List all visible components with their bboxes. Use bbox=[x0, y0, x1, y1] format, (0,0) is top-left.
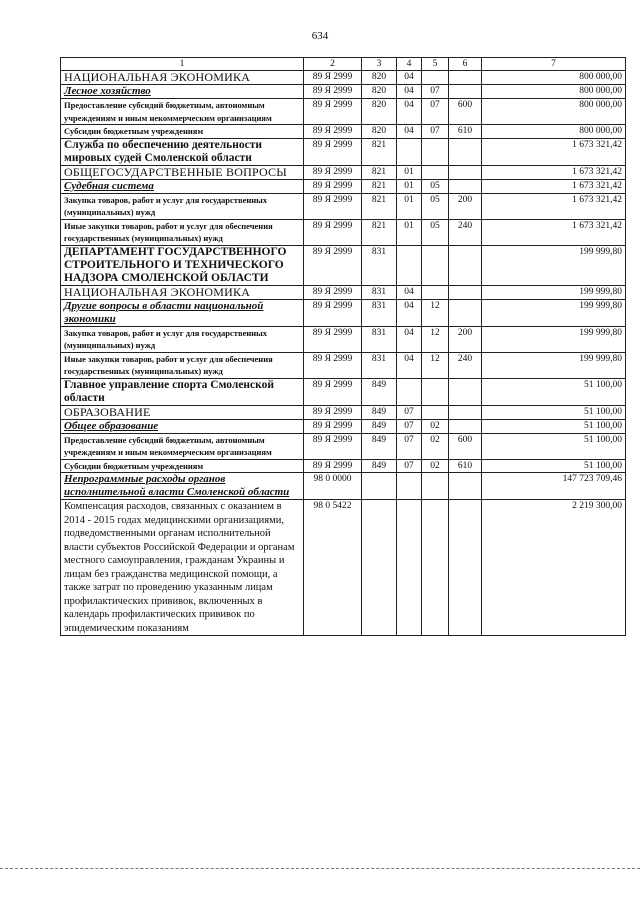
cell-name: Иные закупки товаров, работ и услуг для обеспечения государственных (муниципальных) нужд bbox=[61, 352, 304, 378]
header-col-7: 7 bbox=[482, 58, 626, 71]
cell-subsection-code: 07 bbox=[422, 85, 449, 99]
cell-expense-type bbox=[449, 85, 482, 99]
cell-amount: 2 219 300,00 bbox=[482, 500, 626, 636]
cell-section-code: 04 bbox=[397, 71, 422, 85]
budget-table bbox=[60, 57, 626, 636]
cell-section-code: 04 bbox=[397, 99, 422, 125]
cell-name: Иные закупки товаров, работ и услуг для обеспечения государственных (муниципальных) нужд bbox=[61, 219, 304, 245]
cell-amount: 199 999,80 bbox=[482, 326, 626, 352]
cell-name: Лесное хозяйство bbox=[61, 85, 304, 99]
cell-target-article: 89 Я 2999 bbox=[304, 433, 362, 459]
cell-expense-type bbox=[449, 378, 482, 405]
cell-expense-type: 240 bbox=[449, 352, 482, 378]
cell-ministry-code bbox=[362, 473, 397, 500]
cell-target-article: 89 Я 2999 bbox=[304, 193, 362, 219]
table-row bbox=[61, 125, 626, 139]
table-row bbox=[61, 165, 626, 179]
cell-subsection-code: 12 bbox=[422, 299, 449, 326]
table-row bbox=[61, 138, 626, 165]
cell-target-article: 89 Я 2999 bbox=[304, 299, 362, 326]
cell-amount: 51 100,00 bbox=[482, 459, 626, 473]
table-row bbox=[61, 193, 626, 219]
page-number: 634 bbox=[311, 30, 329, 42]
cell-expense-type bbox=[449, 419, 482, 433]
cell-name: ОБЩЕГОСУДАРСТВЕННЫЕ ВОПРОСЫ bbox=[61, 165, 304, 179]
cell-name: Закупка товаров, работ и услуг для государственных (муниципальных) нужд bbox=[61, 193, 304, 219]
cell-section-code bbox=[397, 138, 422, 165]
cell-expense-type: 240 bbox=[449, 219, 482, 245]
cell-name: Субсидии бюджетным учреждениям bbox=[61, 459, 304, 473]
table-row bbox=[61, 285, 626, 299]
cell-section-code: 01 bbox=[397, 193, 422, 219]
cell-target-article: 89 Я 2999 bbox=[304, 326, 362, 352]
cell-target-article: 89 Я 2999 bbox=[304, 138, 362, 165]
cell-name: Другие вопросы в области национальной экономики bbox=[61, 299, 304, 326]
cell-subsection-code: 02 bbox=[422, 419, 449, 433]
cell-amount: 1 673 321,42 bbox=[482, 193, 626, 219]
cell-target-article: 89 Я 2999 bbox=[304, 71, 362, 85]
cell-section-code: 07 bbox=[397, 405, 422, 419]
table-row bbox=[61, 433, 626, 459]
cell-ministry-code: 820 bbox=[362, 85, 397, 99]
cell-amount: 51 100,00 bbox=[482, 433, 626, 459]
cell-section-code: 04 bbox=[397, 352, 422, 378]
cell-ministry-code: 821 bbox=[362, 193, 397, 219]
table-row bbox=[61, 179, 626, 193]
cell-target-article: 89 Я 2999 bbox=[304, 459, 362, 473]
cell-amount: 1 673 321,42 bbox=[482, 138, 626, 165]
cell-amount: 51 100,00 bbox=[482, 419, 626, 433]
cell-name: НАЦИОНАЛЬНАЯ ЭКОНОМИКА bbox=[61, 71, 304, 85]
cell-subsection-code bbox=[422, 473, 449, 500]
header-col-6: 6 bbox=[449, 58, 482, 71]
cell-section-code: 07 bbox=[397, 459, 422, 473]
header-row bbox=[61, 58, 626, 71]
cell-subsection-code: 05 bbox=[422, 193, 449, 219]
cell-subsection-code bbox=[422, 71, 449, 85]
cell-amount: 51 100,00 bbox=[482, 378, 626, 405]
cell-target-article: 89 Я 2999 bbox=[304, 419, 362, 433]
cell-section-code bbox=[397, 378, 422, 405]
cell-section-code: 01 bbox=[397, 165, 422, 179]
bottom-rule bbox=[0, 868, 640, 869]
cell-target-article: 89 Я 2999 bbox=[304, 245, 362, 285]
cell-ministry-code: 821 bbox=[362, 179, 397, 193]
cell-ministry-code: 849 bbox=[362, 405, 397, 419]
cell-expense-type bbox=[449, 71, 482, 85]
cell-section-code: 07 bbox=[397, 419, 422, 433]
cell-section-code: 07 bbox=[397, 433, 422, 459]
header-col-1: 1 bbox=[61, 58, 304, 71]
cell-section-code: 04 bbox=[397, 285, 422, 299]
cell-amount: 1 673 321,42 bbox=[482, 179, 626, 193]
cell-subsection-code: 05 bbox=[422, 219, 449, 245]
cell-ministry-code: 821 bbox=[362, 219, 397, 245]
table-row bbox=[61, 405, 626, 419]
table-row bbox=[61, 500, 626, 636]
cell-ministry-code: 831 bbox=[362, 326, 397, 352]
cell-ministry-code: 831 bbox=[362, 285, 397, 299]
header-col-3: 3 bbox=[362, 58, 397, 71]
table-row bbox=[61, 85, 626, 99]
cell-amount: 199 999,80 bbox=[482, 245, 626, 285]
cell-amount: 800 000,00 bbox=[482, 71, 626, 85]
cell-expense-type: 600 bbox=[449, 433, 482, 459]
cell-name: Компенсация расходов, связанных с оказанием в 2014 - 2015 годах медицинскими организациями, подведомственными органам исполнительной власти субъектов Российской Федерации и органам местного самоуправления, гражданам Украины и лицам без гражданства медицинской помощи, а также затрат по проведению указанным лицам профилактических прививок, включенных в календарь профилактических прививок по эпидемическим показаниям bbox=[61, 500, 304, 636]
cell-section-code bbox=[397, 473, 422, 500]
cell-ministry-code: 849 bbox=[362, 433, 397, 459]
cell-section-code bbox=[397, 500, 422, 636]
table-row bbox=[61, 299, 626, 326]
cell-target-article: 89 Я 2999 bbox=[304, 219, 362, 245]
cell-ministry-code: 831 bbox=[362, 245, 397, 285]
cell-section-code: 04 bbox=[397, 299, 422, 326]
cell-amount: 800 000,00 bbox=[482, 125, 626, 139]
cell-expense-type bbox=[449, 299, 482, 326]
cell-amount: 1 673 321,42 bbox=[482, 165, 626, 179]
cell-name: НАЦИОНАЛЬНАЯ ЭКОНОМИКА bbox=[61, 285, 304, 299]
cell-expense-type bbox=[449, 165, 482, 179]
table-row bbox=[61, 245, 626, 285]
cell-expense-type: 200 bbox=[449, 326, 482, 352]
cell-name: Закупка товаров, работ и услуг для государственных (муниципальных) нужд bbox=[61, 326, 304, 352]
table-row bbox=[61, 378, 626, 405]
cell-expense-type bbox=[449, 405, 482, 419]
header-col-4: 4 bbox=[397, 58, 422, 71]
cell-target-article: 89 Я 2999 bbox=[304, 378, 362, 405]
cell-subsection-code: 02 bbox=[422, 433, 449, 459]
cell-target-article: 98 0 5422 bbox=[304, 500, 362, 636]
cell-target-article: 89 Я 2999 bbox=[304, 125, 362, 139]
cell-expense-type bbox=[449, 500, 482, 636]
table-row bbox=[61, 219, 626, 245]
cell-subsection-code: 07 bbox=[422, 125, 449, 139]
cell-ministry-code: 821 bbox=[362, 165, 397, 179]
cell-amount: 800 000,00 bbox=[482, 85, 626, 99]
table-row bbox=[61, 99, 626, 125]
cell-expense-type: 200 bbox=[449, 193, 482, 219]
cell-target-article: 89 Я 2999 bbox=[304, 85, 362, 99]
cell-name: Субсидии бюджетным учреждениям bbox=[61, 125, 304, 139]
cell-subsection-code: 12 bbox=[422, 352, 449, 378]
cell-section-code: 04 bbox=[397, 326, 422, 352]
cell-subsection-code: 07 bbox=[422, 99, 449, 125]
cell-target-article: 89 Я 2999 bbox=[304, 285, 362, 299]
cell-name: Судебная система bbox=[61, 179, 304, 193]
cell-amount: 147 723 709,46 bbox=[482, 473, 626, 500]
cell-name: Предоставление субсидий бюджетным, автономным учреждениям и иным некоммерческим организациям bbox=[61, 99, 304, 125]
cell-subsection-code: 12 bbox=[422, 326, 449, 352]
cell-ministry-code: 849 bbox=[362, 459, 397, 473]
cell-ministry-code bbox=[362, 500, 397, 636]
cell-target-article: 98 0 0000 bbox=[304, 473, 362, 500]
cell-subsection-code bbox=[422, 500, 449, 636]
cell-expense-type: 610 bbox=[449, 459, 482, 473]
cell-subsection-code bbox=[422, 405, 449, 419]
cell-expense-type bbox=[449, 245, 482, 285]
cell-ministry-code: 820 bbox=[362, 125, 397, 139]
header-col-2: 2 bbox=[304, 58, 362, 71]
cell-ministry-code: 820 bbox=[362, 99, 397, 125]
cell-section-code: 01 bbox=[397, 179, 422, 193]
cell-section-code bbox=[397, 245, 422, 285]
cell-name: Служба по обеспечению деятельности мировых судей Смоленской области bbox=[61, 138, 304, 165]
cell-target-article: 89 Я 2999 bbox=[304, 405, 362, 419]
table-row bbox=[61, 326, 626, 352]
cell-subsection-code bbox=[422, 285, 449, 299]
cell-expense-type bbox=[449, 473, 482, 500]
table-row bbox=[61, 459, 626, 473]
cell-amount: 1 673 321,42 bbox=[482, 219, 626, 245]
cell-subsection-code: 02 bbox=[422, 459, 449, 473]
cell-expense-type: 600 bbox=[449, 99, 482, 125]
cell-name: Общее образование bbox=[61, 419, 304, 433]
cell-target-article: 89 Я 2999 bbox=[304, 352, 362, 378]
cell-target-article: 89 Я 2999 bbox=[304, 99, 362, 125]
cell-ministry-code: 820 bbox=[362, 71, 397, 85]
cell-section-code: 01 bbox=[397, 219, 422, 245]
cell-name: Предоставление субсидий бюджетным, автономным учреждениям и иным некоммерческим организациям bbox=[61, 433, 304, 459]
cell-name: ДЕПАРТАМЕНТ ГОСУДАРСТВЕННОГО СТРОИТЕЛЬНОГО И ТЕХНИЧЕСКОГО НАДЗОРА СМОЛЕНСКОЙ ОБЛАСТИ bbox=[61, 245, 304, 285]
cell-name: ОБРАЗОВАНИЕ bbox=[61, 405, 304, 419]
cell-amount: 199 999,80 bbox=[482, 285, 626, 299]
cell-ministry-code: 849 bbox=[362, 419, 397, 433]
cell-ministry-code: 831 bbox=[362, 352, 397, 378]
cell-target-article: 89 Я 2999 bbox=[304, 165, 362, 179]
cell-subsection-code bbox=[422, 378, 449, 405]
cell-name: Непрограммные расходы органов исполнительной власти Смоленской области bbox=[61, 473, 304, 500]
cell-section-code: 04 bbox=[397, 85, 422, 99]
table-row bbox=[61, 473, 626, 500]
cell-section-code: 04 bbox=[397, 125, 422, 139]
cell-subsection-code bbox=[422, 165, 449, 179]
cell-expense-type bbox=[449, 179, 482, 193]
header-col-5: 5 bbox=[422, 58, 449, 71]
cell-ministry-code: 821 bbox=[362, 138, 397, 165]
cell-amount: 199 999,80 bbox=[482, 352, 626, 378]
cell-amount: 199 999,80 bbox=[482, 299, 626, 326]
table-row bbox=[61, 71, 626, 85]
cell-ministry-code: 849 bbox=[362, 378, 397, 405]
table-row bbox=[61, 352, 626, 378]
cell-expense-type: 610 bbox=[449, 125, 482, 139]
cell-amount: 800 000,00 bbox=[482, 99, 626, 125]
cell-subsection-code bbox=[422, 245, 449, 285]
cell-ministry-code: 831 bbox=[362, 299, 397, 326]
table-row bbox=[61, 419, 626, 433]
cell-amount: 51 100,00 bbox=[482, 405, 626, 419]
cell-subsection-code bbox=[422, 138, 449, 165]
cell-expense-type bbox=[449, 138, 482, 165]
cell-expense-type bbox=[449, 285, 482, 299]
cell-target-article: 89 Я 2999 bbox=[304, 179, 362, 193]
cell-name: Главное управление спорта Смоленской области bbox=[61, 378, 304, 405]
cell-subsection-code: 05 bbox=[422, 179, 449, 193]
